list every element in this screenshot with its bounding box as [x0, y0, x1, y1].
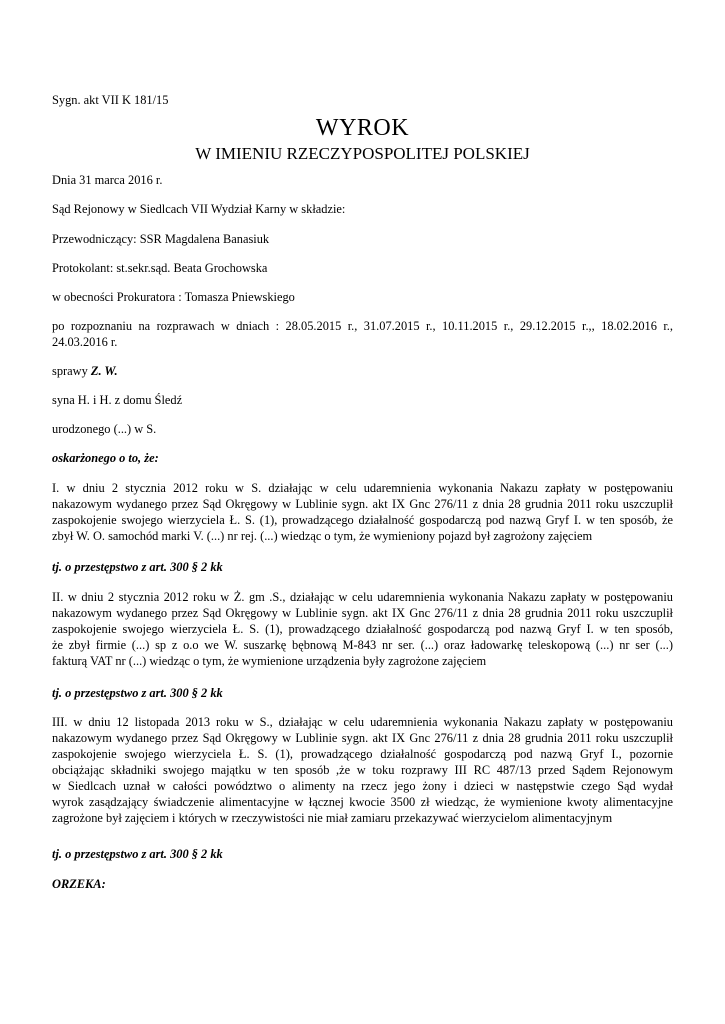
court-clerk: Protokolant: st.sekr.sąd. Beata Grochowska — [52, 261, 268, 275]
charge-line: zbył W. O. samochód marki V. (...) nr rej. (...) wiedząc o tym, że wymieniony pojazd był zagrożony zajęciem — [52, 529, 593, 543]
charge-line: w Siedlcach uznał w całości powództwo o alimenty na rzecz jego żony i dzieci w następstwie czego Sąd wydał — [52, 779, 673, 793]
verdict-title: WYROK — [315, 115, 410, 141]
defendant-parents: syna H. i H. z domu Śledź — [52, 393, 183, 407]
verdict-subtitle: W IMIENIU RZECZYPOSPOLITEJ POLSKIEJ — [195, 144, 530, 163]
charge-line: że zbył firmie (...) sp z o.o we W. suszarkę bębnową M-843 nr ser. (...) oraz ładowarkę teleskopową (...) nr ser (...) — [52, 638, 673, 652]
charge-line: fakturą VAT nr (...) wiedząc o tym, że wymienione urządzenia były zagrożone zajęciem — [52, 654, 487, 668]
charge-3-qualification: tj. o przestępstwo z art. 300 § 2 kk — [52, 847, 223, 861]
charge-line: wyrok zasądzający świadczenie alimentacyjne w łącznej kwocie 3500 zł wiedząc, że wymienione kwoty alimentacyjne — [52, 795, 673, 809]
case-defendant — [52, 363, 118, 379]
defendant-name: Z. W. — [90, 364, 118, 378]
charge-line: zaspokojenie swojego wierzyciela Ł. S. (1), prowadzącego działalność gospodarczą pod nazwą Gryf I., pozornie — [52, 747, 673, 761]
charge-line: zaspokojenie swojego wierzyciela Ł. S. (1), prowadzącego działalność gospodarczą pod nazwą Gryf I. w ten sposób, że — [52, 513, 673, 527]
charge-line: obciążając składniki swojego majątku w ten sposób ,że w toku rozprawy III RC 487/13 przed Sądem Rejonowym — [52, 763, 673, 777]
charge-line: III. w dniu 12 listopada 2013 roku w S., działając w celu udaremnienia wykonania Nakazu zapłaty w postępowaniu — [52, 715, 673, 729]
defendant-birth: urodzonego (...) w S. — [52, 422, 157, 436]
charge-line: zagrożone był zajęciem i których w rzeczywistości nie miał zamiaru przekazywać wierzycielom alimentacyjnym — [52, 811, 613, 825]
hearing-dates-line: po rozpoznaniu na rozprawach w dniach : 28.05.2015 r., 31.07.2015 r., 10.11.2015 r., 29.12.2015 r.,, 18.02.2016 r., — [52, 319, 673, 333]
charge-line: nakazowym wydanego przez Sąd Okręgowy w Lublinie sygn. akt IX Gnc 276/11 z dnia 28 grudnia 2011 roku uszczuplił — [52, 731, 673, 745]
charge-2 — [52, 589, 673, 669]
verdict-date: Dnia 31 marca 2016 r. — [52, 173, 163, 187]
charge-1-qualification: tj. o przestępstwo z art. 300 § 2 kk — [52, 560, 223, 574]
prosecutor-presence: w obecności Prokuratora : Tomasza Pniewskiego — [52, 290, 295, 304]
charge-3 — [52, 714, 673, 826]
charge-2-qualification: tj. o przestępstwo z art. 300 § 2 kk — [52, 686, 223, 700]
charge-line: I. w dniu 2 stycznia 2012 roku w S. działając w celu udaremnienia wykonania Nakazu zapłaty w postępowaniu — [52, 481, 673, 495]
charge-line: nakazowym wydanego przez Sąd Okręgowy w Lublinie sygn. akt IX Gnc 276/11 z dnia 28 grudnia 2011 roku uszczuplił — [52, 497, 673, 511]
charge-line: II. w dniu 2 stycznia 2012 roku w Ż. gm .S., działając w celu udaremnienia wykonania Nakazu zapłaty w postępowaniu — [52, 590, 673, 604]
verdict-heading: ORZEKA: — [52, 877, 106, 891]
hearing-dates — [52, 318, 673, 350]
charge-line: nakazowym wydanego przez Sąd Okręgowy w Lublinie sygn. akt IX Gnc 276/11 z dnia 28 grudnia 2011 roku uszczuplił — [52, 606, 673, 620]
presiding-judge: Przewodniczący: SSR Magdalena Banasiuk — [52, 232, 270, 246]
charges-heading: oskarżonego o to, że: — [52, 451, 159, 465]
charge-1 — [52, 480, 673, 544]
case-signature: Sygn. akt VII K 181/15 — [52, 93, 169, 107]
hearing-dates-line: 24.03.2016 r. — [52, 335, 118, 349]
case-prefix: sprawy — [52, 364, 91, 378]
court-composition: Sąd Rejonowy w Siedlcach VII Wydział Karny w składzie: — [52, 202, 346, 216]
charge-line: zaspokojenie swojego wierzyciela Ł. S. (1), prowadzącego działalność gospodarczą pod nazwą Gryf I. w ten sposób, — [52, 622, 673, 636]
